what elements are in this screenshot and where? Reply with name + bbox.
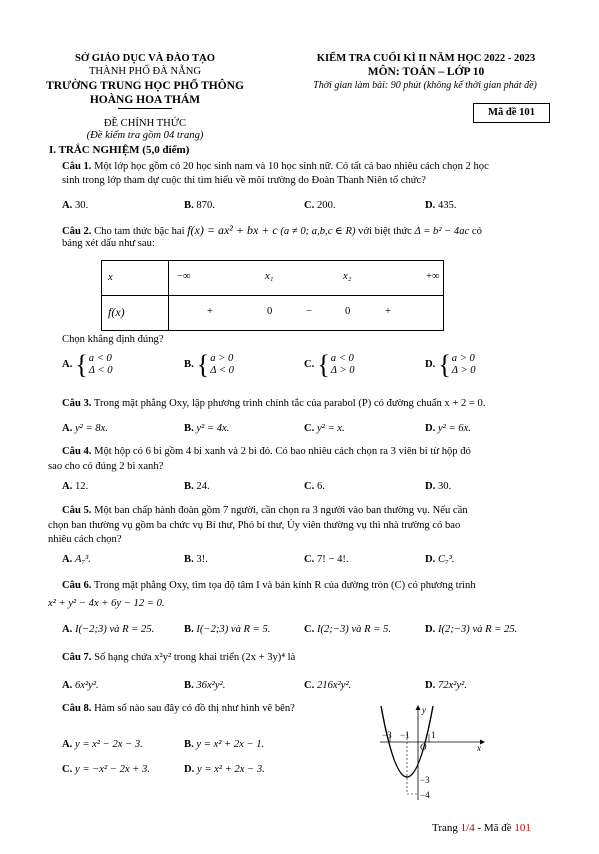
school-line2: HOÀNG HOA THÁM (89, 94, 201, 106)
q5-option-c[interactable]: C. 7! − 4!. (304, 554, 349, 565)
q1-text1: Câu 1. Một lớp học gồm có 20 học sinh nam và 10 học sinh nữ. Có tất cả bao nhiêu cách chọn 2 học (62, 161, 489, 172)
page-footer: Trang 1/4 - Mã đề 101 (432, 822, 531, 834)
q6-text1: Câu 6. Trong mặt phẳng Oxy, tìm tọa độ tâm I và bán kính R của đường tròn (C) có phương trình (62, 580, 476, 591)
q4-option-b[interactable]: B. 24. (184, 481, 210, 492)
label-x-minus1: −1 (400, 730, 410, 740)
time-note: Thời gian làm bài: 90 phút (không kể thời gian phát đề) (313, 80, 537, 91)
q4-option-d[interactable]: D. 30. (425, 481, 452, 492)
q6-option-b[interactable]: B. I(−2;3) và R = 5. (184, 624, 271, 635)
school-line1: TRƯỜNG TRUNG HỌC PHỔ THÔNG (46, 80, 244, 92)
q7-option-b[interactable]: B. 36x²y². (184, 680, 226, 691)
sign-2: − (306, 306, 312, 317)
table-row-x (169, 261, 444, 296)
minus-infinity: −∞ (177, 271, 191, 282)
zero-2: 0 (345, 306, 351, 317)
exam-code-box: Mã đề 101 (473, 103, 550, 123)
table-header-x: x (102, 261, 169, 296)
q8-option-c[interactable]: C. y = −x² − 2x + 3. (62, 764, 150, 775)
label-y-minus3: −3 (420, 775, 430, 785)
q3-option-c[interactable]: C. y² = x. (304, 423, 345, 434)
label-y-minus4: −4 (420, 790, 430, 800)
q2-option-b[interactable]: B. { a > 0 Δ < 0 (184, 349, 234, 380)
root-x2: x₂ (343, 271, 352, 282)
q5-option-b[interactable]: B. 3!. (184, 554, 208, 565)
q5-option-a[interactable]: A. A₇³. (62, 554, 91, 565)
q2-cond: (a ≠ 0; a,b,c ∈ R) (280, 226, 356, 237)
q1-text2: sinh trong lớp tham dự cuộc thi tìm hiểu về môi trường do Đoàn Thanh Niên tổ chức? (62, 175, 426, 186)
table-row-fx (169, 296, 444, 331)
zero-1: 0 (267, 306, 273, 317)
q2-option-c[interactable]: C. { a < 0 Δ > 0 (304, 349, 355, 380)
parabola-graph (376, 704, 488, 804)
q5-option-d[interactable]: D. C₇³. (425, 554, 455, 565)
q4-option-a[interactable]: A. 12. (62, 481, 89, 492)
sign-1: + (207, 306, 213, 317)
official-label: ĐỀ CHÍNH THỨC (103, 118, 187, 129)
q2-delta: Δ = b² − 4ac (414, 226, 470, 237)
q8-option-d[interactable]: D. y = x² + 2x − 3. (184, 764, 265, 775)
q2-expr: f(x) = ax² + bx + c (187, 223, 278, 237)
q7-option-c[interactable]: C. 216x²y². (304, 680, 352, 691)
q6-option-d[interactable]: D. I(2;−3) và R = 25. (425, 624, 518, 635)
label-x-minus3: −3 (382, 730, 392, 740)
x-label: x (477, 743, 481, 753)
q1-option-a[interactable]: A. 30. (62, 200, 89, 211)
q2-option-d[interactable]: D. { a > 0 Δ > 0 (425, 349, 476, 380)
q1-option-c[interactable]: C. 200. (304, 200, 336, 211)
q7-option-a[interactable]: A. 6x²y². (62, 680, 99, 691)
header-rule (118, 108, 172, 109)
root-x1: x₁ (265, 271, 274, 282)
q8-option-b[interactable]: B. y = x² + 2x − 1. (184, 739, 265, 750)
plus-infinity: +∞ (426, 271, 440, 282)
footer-exam-code: 101 (514, 822, 531, 834)
q8-option-a[interactable]: A. y = x² − 2x − 3. (62, 739, 143, 750)
y-label: y (422, 705, 426, 715)
y-axis-arrow (416, 705, 421, 710)
q7-option-d[interactable]: D. 72x²y². (425, 680, 467, 691)
q8-text: Câu 8. Hàm số nào sau đây có đồ thị như hình vẽ bên? (62, 703, 295, 714)
q6-equation: x² + y² − 4x + 6y − 12 = 0. (48, 598, 165, 609)
q5-text3: nhiêu cách chọn? (48, 534, 122, 545)
q7-text: Câu 7. Số hạng chứa x²y² trong khai triển (2x + 3y)⁴ là (62, 652, 296, 663)
q5-text1: Câu 5. Một ban chấp hành đoàn gồm 7 người, cần chọn ra 3 người vào ban thường vụ. Nếu cần (62, 505, 468, 516)
q6-option-c[interactable]: C. I(2;−3) và R = 5. (304, 624, 391, 635)
q6-option-a[interactable]: A. I(−2;3) và R = 25. (62, 624, 155, 635)
q4-text2: sao cho có đúng 2 bi xanh? (48, 461, 164, 472)
dept-line1: SỞ GIÁO DỤC VÀ ĐÀO TẠO (75, 53, 215, 64)
q2-text1: Câu 2. Cho tam thức bậc hai f(x) = ax² + bx + c (a ≠ 0; a,b,c ∈ R) với biệt thức Δ = b² − 4ac có (62, 223, 482, 237)
exam-title: KIỂM TRA CUỐI KÌ II NĂM HỌC 2022 - 2023 (316, 53, 536, 64)
label-x-1: 1 (431, 730, 436, 740)
q3-option-d[interactable]: D. y² = 6x. (425, 423, 471, 434)
sign-3: + (385, 306, 391, 317)
q3-option-b[interactable]: B. y² = 4x. (184, 423, 230, 434)
table-header-fx: f(x) (102, 296, 169, 331)
q1-option-d[interactable]: D. 435. (425, 200, 457, 211)
q4-option-c[interactable]: C. 6. (304, 481, 325, 492)
dept-line2: THÀNH PHỐ ĐÀ NẴNG (88, 66, 202, 77)
q3-text: Câu 3. Trong mặt phẳng Oxy, lập phương trình chính tắc của parabol (P) có đường chuẩn x + 2 = 0. (62, 398, 486, 409)
q2-text2: bảng xét dấu như sau: (62, 238, 155, 249)
q4-text1: Câu 4. Một hộp có 6 bi gồm 4 bi xanh và 2 bi đỏ. Có bao nhiêu cách chọn ra 3 viên bi từ hộp đó (62, 446, 471, 457)
q1-option-b[interactable]: B. 870. (184, 200, 215, 211)
q5-text2: chọn ban thường vụ gồm ba chức vụ Bí thư, Phó bí thư, Ủy viên thường vụ thì nhà trường có bao (48, 520, 461, 531)
subject: MÔN: TOÁN – LỚP 10 (367, 66, 485, 78)
q2-prompt: Chọn khẳng định đúng? (62, 334, 164, 345)
section-title: I. TRẮC NGHIỆM (5,0 điểm) (49, 144, 190, 156)
q2-option-a[interactable]: A. { a < 0 Δ < 0 (62, 349, 113, 380)
pages-note: (Đề kiểm tra gồm 04 trang) (86, 130, 204, 141)
sign-table (101, 260, 444, 331)
origin-label: O (420, 742, 427, 752)
q3-option-a[interactable]: A. y² = 8x. (62, 423, 108, 434)
page-number: 1/4 (460, 822, 475, 834)
